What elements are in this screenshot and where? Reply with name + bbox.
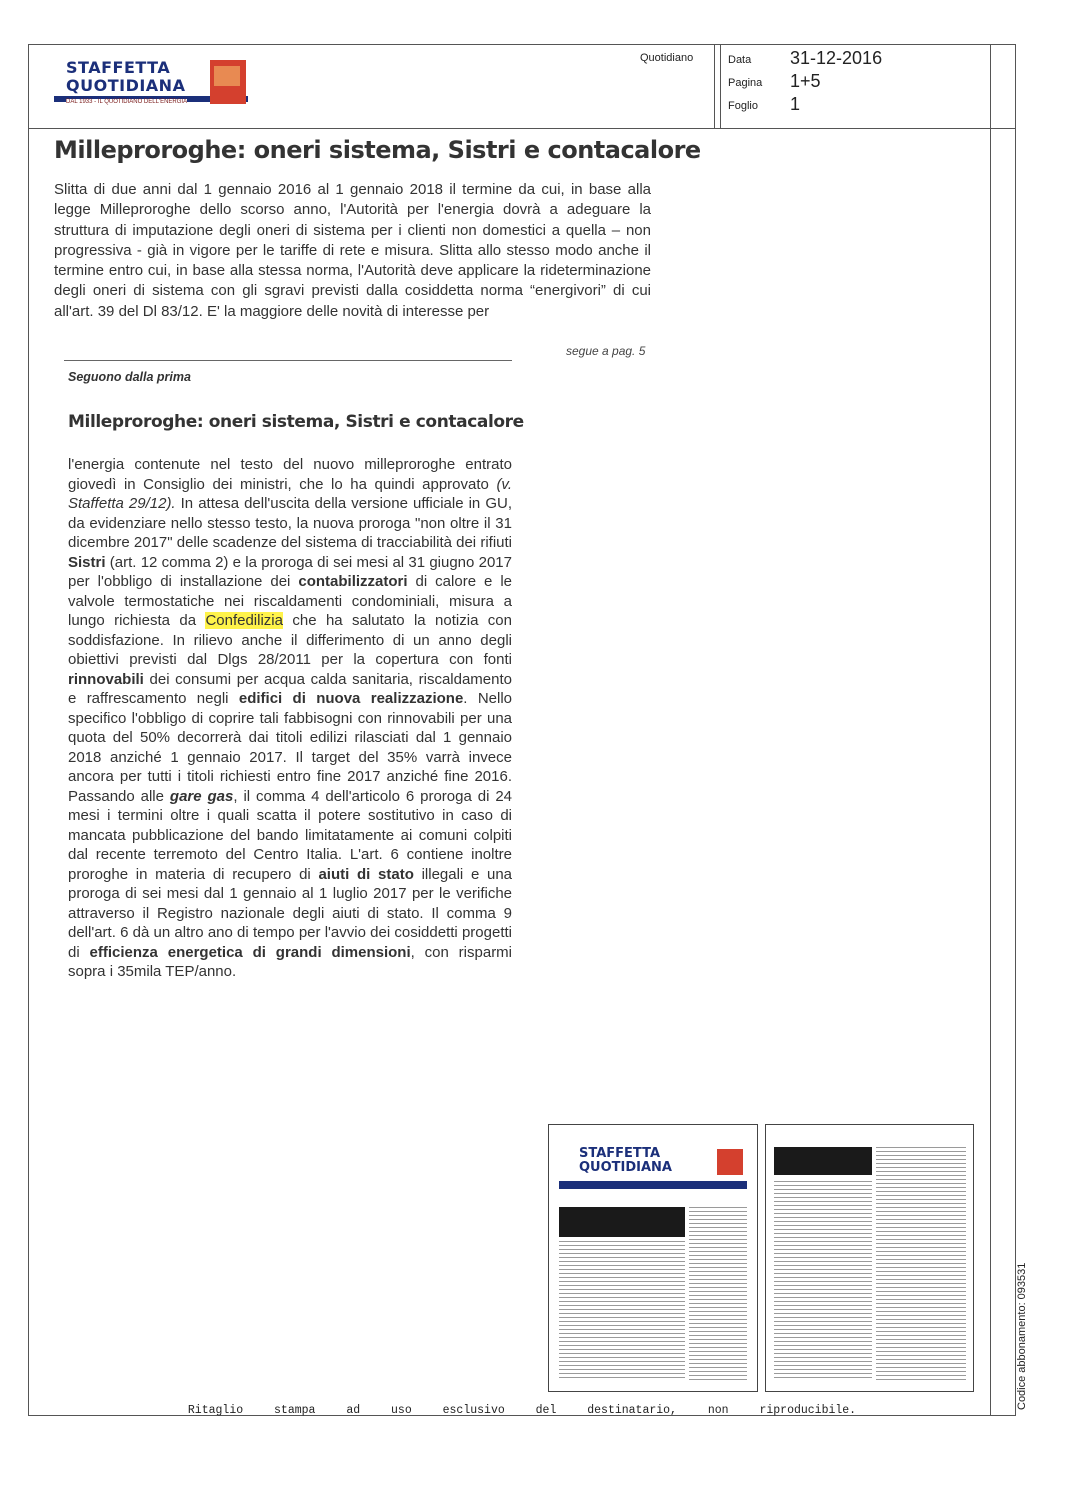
meta-value-data: 31-12-2016 (790, 48, 883, 68)
meta-label-foglio: Foglio (728, 100, 758, 112)
meta-label-data: Data (728, 54, 752, 66)
meta-label-pagina: Pagina (728, 77, 763, 89)
thumbnail-title-line1: STAFFETTA (579, 1146, 661, 1161)
publication-type: Quotidiano (640, 52, 694, 64)
highlight-confedilizia: Confedilizia (205, 612, 283, 629)
continued-title: Milleproroghe: oneri sistema, Sistri e contacalore (68, 412, 524, 432)
meta-value-foglio: 1 (790, 94, 801, 114)
thumbnail-page-1 (548, 1124, 758, 1392)
logo-tagline: DAL 1933 - IL QUOTIDIANO DELL'ENERGIA (66, 99, 188, 105)
meta-value-pagina: 1+5 (790, 71, 821, 91)
thumbnail-page-5 (765, 1124, 974, 1392)
section-rule (64, 360, 512, 361)
logo-line1: STAFFETTA (66, 58, 171, 77)
thumbnail-title-line2: QUOTIDIANA (579, 1160, 672, 1175)
subscription-code: Codice abbonamento: 093531 (1016, 1262, 1028, 1410)
article-title: Milleproroghe: oneri sistema, Sistri e contacalore (54, 136, 701, 164)
header-divider (28, 128, 1016, 129)
continued-note: segue a pag. 5 (566, 344, 646, 358)
staffetta-logo (54, 56, 248, 116)
section-kicker: Seguono dalla prima (68, 370, 191, 384)
logo-line2: QUOTIDIANA (66, 76, 186, 95)
article-body: Slitta di due anni dal 1 gennaio 2016 al 1 gennaio 2018 il termine da cui, in base alla legge Milleproroghe dello scorso anno, l'Autorità per l'energia dovrà a adeguare la struttura di imputazione degli oneri di sistema per i clienti non domestici a quella – non progressiva - già in vigore per le tariffe di rete e misura. Slitta allo stesso modo anche il termine entro cui, in base alla stessa norma, l'Autorità deve applicare la rideterminazione degli oneri di sistema con gli sgravi previsti dalla cosiddetta norma “energivori” di cui all'art. 39 del Dl 83/12. E' la maggiore delle novità di interesse per (54, 181, 651, 320)
header-divider-right (720, 44, 721, 128)
header-divider-left (714, 44, 715, 128)
continued-body: l'energia contenute nel testo del nuovo milleproroghe entrato giovedì in Consiglio dei ministri, che lo ha quindi approvato (v. Staffetta 29/12). In attesa dell'uscita della versione ufficiale in GU, da evidenziare nello stesso testo, la nuova proroga "non oltre il 31 dicembre 2017" delle scadenze del sistema di tracciabilità dei rifiuti Sistri (art. 12 comma 2) e la proroga di sei mesi al 31 giugno 2017 per l'obbligo di installazione dei contabilizzatori di calore e le valvole termostatiche nei riscaldamenti condominiali, misura a lungo richiesta da Confedilizia che ha salutato la notizia con soddisfazione. In rilievo anche il differimento di un anno degli obiettivi previsti dal Dlgs 28/2011 per la copertura con fonti rinnovabili dei consumi per acqua calda sanitaria, riscaldamento e raffrescamento negli edifici di nuova realizzazione. Nello specifico l'obbligo di coprire tali fabbisogni con rinnovabili per una quota del 50% decorrerà dai titoli edilizi rilasciati dal 1 gennaio 2018 anziché 1 gennaio 2017. Il target del 35% varrà invece ancora per tutti i titoli richiesti entro fine 2017 anziché fine 2016. Passando alle gare gas, il comma 4 dell'articolo 6 proroga di 24 mesi i termini oltre i quali scatta il potere sostitutivo in caso di mancata pubblicazione del bando limitatamente ai comuni colpiti dal recente terremoto del Centro Italia. L'art. 6 contiene inoltre proroghe in materia di recupero di aiuti di stato illegali e una proroga di sei mesi dal 1 gennaio al 1 luglio 2017 per le verifiche attraverso il Registro nazionale degli aiuti di stato. Il comma 9 dell'art. 6 dà un altro ano di tempo per l'avvio dei cosiddetti progetti di efficienza energetica di grandi dimensioni, con risparmi sopra i 35mila TEP/anno. (68, 456, 513, 980)
footer-notice: Ritaglio stampa ad uso esclusivo del destinatario, non riproducibile. (187, 1404, 857, 1417)
side-margin-line (990, 44, 991, 1416)
